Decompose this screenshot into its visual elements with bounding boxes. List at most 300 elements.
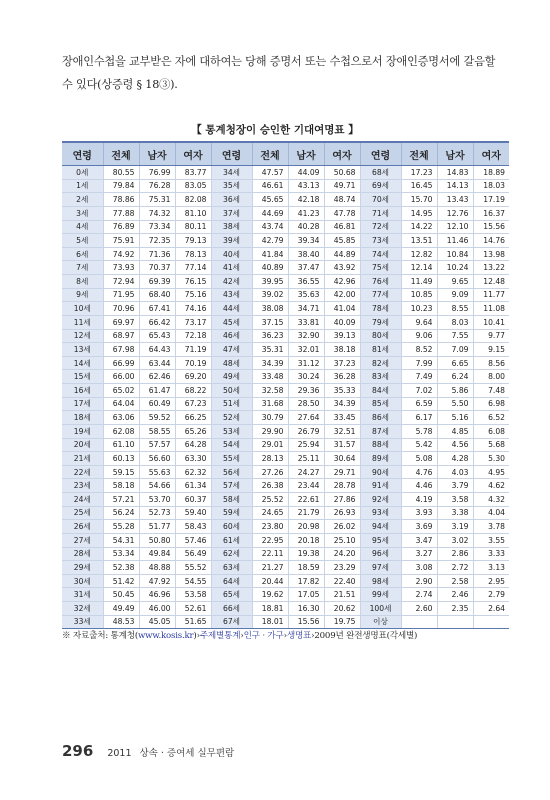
table-row xyxy=(62,479,509,493)
value-cell: 34.39 xyxy=(324,397,360,411)
value-cell: 66.00 xyxy=(103,370,139,384)
value-cell: 12.14 xyxy=(401,261,437,275)
value-cell: 28.50 xyxy=(288,397,324,411)
source-site-link[interactable]: www.kosis.kr xyxy=(138,631,194,641)
value-cell xyxy=(437,615,473,629)
age-cell: 48세 xyxy=(211,356,252,370)
table-row xyxy=(62,247,509,261)
value-cell: 42.00 xyxy=(324,288,360,302)
value-cell: 6.08 xyxy=(473,424,509,438)
table-row xyxy=(62,288,509,302)
value-cell: 59.40 xyxy=(175,506,211,520)
value-cell: 65.43 xyxy=(139,329,175,343)
value-cell: 79.84 xyxy=(103,179,139,193)
age-cell: 79세 xyxy=(360,315,401,329)
value-cell: 5.16 xyxy=(437,411,473,425)
value-cell: 29.71 xyxy=(324,465,360,479)
age-cell: 65세 xyxy=(211,588,252,602)
value-cell: 30.79 xyxy=(252,411,288,425)
age-cell: 40세 xyxy=(211,247,252,261)
age-cell: 24세 xyxy=(62,493,103,507)
value-cell: 3.69 xyxy=(401,520,437,534)
value-cell: 17.82 xyxy=(288,574,324,588)
footer-year: 2011 xyxy=(107,748,132,759)
value-cell: 14.22 xyxy=(401,220,437,234)
value-cell: 7.48 xyxy=(473,384,509,398)
value-cell: 14.76 xyxy=(473,234,509,248)
value-cell: 58.55 xyxy=(139,424,175,438)
value-cell: 37.23 xyxy=(324,356,360,370)
source-path-link[interactable]: 주제별통계 xyxy=(199,631,241,641)
value-cell: 44.69 xyxy=(252,206,288,220)
value-cell: 27.86 xyxy=(324,493,360,507)
value-cell: 18.89 xyxy=(473,166,509,180)
value-cell: 32.51 xyxy=(324,424,360,438)
value-cell: 55.63 xyxy=(139,465,175,479)
age-cell: 35세 xyxy=(211,179,252,193)
value-cell: 54.31 xyxy=(103,533,139,547)
value-cell: 10.85 xyxy=(401,288,437,302)
value-cell: 43.92 xyxy=(324,261,360,275)
age-cell: 56세 xyxy=(211,465,252,479)
age-cell: 17세 xyxy=(62,397,103,411)
value-cell: 16.45 xyxy=(401,179,437,193)
value-cell: 6.24 xyxy=(437,370,473,384)
intro-paragraph: 장애인수첩을 교부받은 자에 대하여는 당해 증명서 또는 수첩으로서 장애인증명서에 갈음할 수 있다(상증령 § 18③). xyxy=(62,55,496,91)
value-cell: 49.71 xyxy=(324,179,360,193)
value-cell: 33.81 xyxy=(288,315,324,329)
value-cell: 70.19 xyxy=(175,356,211,370)
value-cell: 42.18 xyxy=(288,193,324,207)
age-cell: 9세 xyxy=(62,288,103,302)
table-row xyxy=(62,220,509,234)
value-cell: 64.04 xyxy=(103,397,139,411)
value-cell: 23.29 xyxy=(324,561,360,575)
value-cell: 35.33 xyxy=(324,384,360,398)
value-cell: 31.57 xyxy=(324,438,360,452)
value-cell: 36.23 xyxy=(252,329,288,343)
table-row xyxy=(62,343,509,357)
header-cell: 남자 xyxy=(437,142,473,166)
value-cell: 71.36 xyxy=(139,247,175,261)
value-cell: 2.79 xyxy=(473,588,509,602)
value-cell: 18.03 xyxy=(473,179,509,193)
age-cell: 63세 xyxy=(211,561,252,575)
value-cell: 6.65 xyxy=(437,356,473,370)
value-cell: 21.79 xyxy=(288,506,324,520)
value-cell: 46.81 xyxy=(324,220,360,234)
table-row xyxy=(62,533,509,547)
value-cell: 3.47 xyxy=(401,533,437,547)
value-cell: 36.55 xyxy=(288,275,324,289)
age-cell: 50세 xyxy=(211,384,252,398)
value-cell: 30.24 xyxy=(288,370,324,384)
value-cell: 69.39 xyxy=(139,275,175,289)
value-cell: 68.97 xyxy=(103,329,139,343)
value-cell: 18.01 xyxy=(252,615,288,629)
value-cell: 59.52 xyxy=(139,411,175,425)
age-cell: 52세 xyxy=(211,411,252,425)
value-cell: 3.13 xyxy=(473,561,509,575)
value-cell: 57.21 xyxy=(103,493,139,507)
value-cell: 7.55 xyxy=(437,329,473,343)
value-cell: 48.88 xyxy=(139,561,175,575)
value-cell: 18.59 xyxy=(288,561,324,575)
value-cell: 56.24 xyxy=(103,506,139,520)
value-cell: 27.26 xyxy=(252,465,288,479)
value-cell: 23.44 xyxy=(288,479,324,493)
table-row xyxy=(62,465,509,479)
value-cell: 44.09 xyxy=(288,166,324,180)
age-cell: 30세 xyxy=(62,574,103,588)
value-cell: 75.16 xyxy=(175,288,211,302)
value-cell: 8.00 xyxy=(473,370,509,384)
table-row xyxy=(62,588,509,602)
age-cell: 46세 xyxy=(211,329,252,343)
age-cell: 83세 xyxy=(360,370,401,384)
value-cell: 60.13 xyxy=(103,452,139,466)
value-cell: 67.23 xyxy=(175,397,211,411)
age-cell: 11세 xyxy=(62,315,103,329)
value-cell: 67.41 xyxy=(139,302,175,316)
value-cell: 3.78 xyxy=(473,520,509,534)
value-cell: 19.75 xyxy=(324,615,360,629)
source-path-link[interactable]: 인구 · 가구 xyxy=(243,631,284,641)
value-cell: 52.73 xyxy=(139,506,175,520)
value-cell: 41.04 xyxy=(324,302,360,316)
value-cell: 50.45 xyxy=(103,588,139,602)
value-cell: 4.76 xyxy=(401,465,437,479)
value-cell: 82.08 xyxy=(175,193,211,207)
age-cell: 5세 xyxy=(62,234,103,248)
value-cell: 4.56 xyxy=(437,438,473,452)
age-cell: 22세 xyxy=(62,465,103,479)
value-cell: 4.19 xyxy=(401,493,437,507)
value-cell: 39.02 xyxy=(252,288,288,302)
age-cell: 16세 xyxy=(62,384,103,398)
table-row xyxy=(62,370,509,384)
value-cell: 34.39 xyxy=(252,356,288,370)
value-cell: 75.31 xyxy=(139,193,175,207)
value-cell: 9.06 xyxy=(401,329,437,343)
value-cell: 5.08 xyxy=(401,452,437,466)
age-cell: 66세 xyxy=(211,602,252,616)
age-cell: 87세 xyxy=(360,424,401,438)
value-cell: 11.49 xyxy=(401,275,437,289)
value-cell: 5.30 xyxy=(473,452,509,466)
age-cell: 95세 xyxy=(360,533,401,547)
age-cell: 13세 xyxy=(62,343,103,357)
age-cell: 33세 xyxy=(62,615,103,629)
value-cell: 60.49 xyxy=(139,397,175,411)
value-cell: 11.46 xyxy=(437,234,473,248)
value-cell: 6.52 xyxy=(473,411,509,425)
age-cell: 3세 xyxy=(62,206,103,220)
age-cell: 27세 xyxy=(62,533,103,547)
value-cell: 46.61 xyxy=(252,179,288,193)
value-cell: 33.48 xyxy=(252,370,288,384)
value-cell: 13.22 xyxy=(473,261,509,275)
value-cell: 35.31 xyxy=(252,343,288,357)
value-cell: 26.79 xyxy=(288,424,324,438)
value-cell: 64.28 xyxy=(175,438,211,452)
value-cell: 15.56 xyxy=(288,615,324,629)
value-cell: 50.80 xyxy=(139,533,175,547)
value-cell: 8.03 xyxy=(437,315,473,329)
table-row xyxy=(62,315,509,329)
age-cell: 38세 xyxy=(211,220,252,234)
age-cell: 41세 xyxy=(211,261,252,275)
value-cell: 48.74 xyxy=(324,193,360,207)
table-row xyxy=(62,302,509,316)
value-cell: 74.16 xyxy=(175,302,211,316)
value-cell xyxy=(473,615,509,629)
value-cell: 71.95 xyxy=(103,288,139,302)
value-cell: 83.77 xyxy=(175,166,211,180)
value-cell: 61.10 xyxy=(103,438,139,452)
age-cell: 0세 xyxy=(62,166,103,180)
table-row xyxy=(62,193,509,207)
age-cell: 82세 xyxy=(360,356,401,370)
value-cell: 57.46 xyxy=(175,533,211,547)
value-cell: 56.60 xyxy=(139,452,175,466)
value-cell: 52.61 xyxy=(175,602,211,616)
source-note xyxy=(62,629,522,641)
value-cell: 47.57 xyxy=(252,166,288,180)
value-cell: 76.28 xyxy=(139,179,175,193)
value-cell: 22.40 xyxy=(324,574,360,588)
value-cell: 63.30 xyxy=(175,452,211,466)
age-cell: 이상 xyxy=(360,615,401,629)
value-cell xyxy=(401,615,437,629)
age-cell: 15세 xyxy=(62,370,103,384)
value-cell: 80.55 xyxy=(103,166,139,180)
value-cell: 2.35 xyxy=(437,602,473,616)
header-cell: 여자 xyxy=(175,142,211,166)
age-cell: 7세 xyxy=(62,261,103,275)
table-row xyxy=(62,179,509,193)
value-cell: 16.30 xyxy=(288,602,324,616)
table-row xyxy=(62,234,509,248)
table-row xyxy=(62,261,509,275)
value-cell: 17.05 xyxy=(288,588,324,602)
source-path-link[interactable]: 생명표 xyxy=(286,631,312,641)
age-cell: 49세 xyxy=(211,370,252,384)
value-cell: 23.80 xyxy=(252,520,288,534)
age-cell: 76세 xyxy=(360,275,401,289)
header-age: 연령 xyxy=(211,142,252,166)
table-row xyxy=(62,506,509,520)
value-cell: 83.05 xyxy=(175,179,211,193)
value-cell: 4.03 xyxy=(437,465,473,479)
value-cell: 14.13 xyxy=(437,179,473,193)
value-cell: 9.77 xyxy=(473,329,509,343)
value-cell: 42.79 xyxy=(252,234,288,248)
value-cell: 7.09 xyxy=(437,343,473,357)
value-cell: 4.46 xyxy=(401,479,437,493)
value-cell: 47.92 xyxy=(139,574,175,588)
value-cell: 43.13 xyxy=(288,179,324,193)
value-cell: 55.28 xyxy=(103,520,139,534)
value-cell: 61.47 xyxy=(139,384,175,398)
header-cell: 전체 xyxy=(401,142,437,166)
age-cell: 98세 xyxy=(360,574,401,588)
value-cell: 17.23 xyxy=(401,166,437,180)
table-row xyxy=(62,452,509,466)
value-cell: 34.71 xyxy=(288,302,324,316)
age-cell: 62세 xyxy=(211,547,252,561)
table-row xyxy=(62,602,509,616)
value-cell: 16.37 xyxy=(473,206,509,220)
value-cell: 73.17 xyxy=(175,315,211,329)
age-cell: 97세 xyxy=(360,561,401,575)
age-cell: 45세 xyxy=(211,315,252,329)
value-cell: 33.45 xyxy=(324,411,360,425)
value-cell: 2.72 xyxy=(437,561,473,575)
age-cell: 94세 xyxy=(360,520,401,534)
value-cell: 3.38 xyxy=(437,506,473,520)
value-cell: 26.38 xyxy=(252,479,288,493)
value-cell: 2.95 xyxy=(473,574,509,588)
value-cell: 13.43 xyxy=(437,193,473,207)
value-cell: 47.78 xyxy=(324,206,360,220)
value-cell: 8.55 xyxy=(437,302,473,316)
value-cell: 57.57 xyxy=(139,438,175,452)
value-cell: 67.98 xyxy=(103,343,139,357)
value-cell: 62.46 xyxy=(139,370,175,384)
value-cell: 11.08 xyxy=(473,302,509,316)
value-cell: 20.98 xyxy=(288,520,324,534)
value-cell: 6.17 xyxy=(401,411,437,425)
value-cell: 27.64 xyxy=(288,411,324,425)
table-body xyxy=(62,166,509,629)
value-cell: 35.63 xyxy=(288,288,324,302)
value-cell: 24.65 xyxy=(252,506,288,520)
age-cell: 51세 xyxy=(211,397,252,411)
value-cell: 43.74 xyxy=(252,220,288,234)
value-cell: 37.15 xyxy=(252,315,288,329)
value-cell: 32.90 xyxy=(288,329,324,343)
age-cell: 68세 xyxy=(360,166,401,180)
value-cell: 36.28 xyxy=(324,370,360,384)
age-cell: 57세 xyxy=(211,479,252,493)
value-cell: 3.58 xyxy=(437,493,473,507)
value-cell: 72.18 xyxy=(175,329,211,343)
value-cell: 4.32 xyxy=(473,493,509,507)
value-cell: 7.02 xyxy=(401,384,437,398)
value-cell: 10.84 xyxy=(437,247,473,261)
age-cell: 77세 xyxy=(360,288,401,302)
value-cell: 19.38 xyxy=(288,547,324,561)
age-cell: 78세 xyxy=(360,302,401,316)
value-cell: 65.02 xyxy=(103,384,139,398)
value-cell: 10.23 xyxy=(401,302,437,316)
age-cell: 61세 xyxy=(211,533,252,547)
age-cell: 42세 xyxy=(211,275,252,289)
value-cell: 45.65 xyxy=(252,193,288,207)
value-cell: 70.37 xyxy=(139,261,175,275)
value-cell: 61.34 xyxy=(175,479,211,493)
table-row xyxy=(62,397,509,411)
value-cell: 49.84 xyxy=(139,547,175,561)
age-cell: 88세 xyxy=(360,438,401,452)
source-sep: › xyxy=(240,631,244,641)
value-cell: 53.70 xyxy=(139,493,175,507)
age-cell: 25세 xyxy=(62,506,103,520)
value-cell: 9.09 xyxy=(437,288,473,302)
value-cell: 39.34 xyxy=(288,234,324,248)
value-cell: 10.24 xyxy=(437,261,473,275)
table-header-row xyxy=(62,142,509,166)
value-cell: 65.26 xyxy=(175,424,211,438)
value-cell: 40.09 xyxy=(324,315,360,329)
value-cell: 9.65 xyxy=(437,275,473,289)
age-cell: 14세 xyxy=(62,356,103,370)
value-cell: 38.18 xyxy=(324,343,360,357)
age-cell: 36세 xyxy=(211,193,252,207)
value-cell: 8.52 xyxy=(401,343,437,357)
value-cell: 7.49 xyxy=(401,370,437,384)
age-cell: 90세 xyxy=(360,465,401,479)
age-cell: 84세 xyxy=(360,384,401,398)
value-cell: 71.19 xyxy=(175,343,211,357)
value-cell: 10.41 xyxy=(473,315,509,329)
age-cell: 37세 xyxy=(211,206,252,220)
page-number: 296 xyxy=(62,742,94,760)
value-cell: 46.96 xyxy=(139,588,175,602)
header-cell: 남자 xyxy=(288,142,324,166)
age-cell: 29세 xyxy=(62,561,103,575)
table-row xyxy=(62,438,509,452)
value-cell: 54.55 xyxy=(175,574,211,588)
age-cell: 44세 xyxy=(211,302,252,316)
value-cell: 45.85 xyxy=(324,234,360,248)
value-cell: 21.27 xyxy=(252,561,288,575)
value-cell: 72.94 xyxy=(103,275,139,289)
value-cell: 78.13 xyxy=(175,247,211,261)
table-caption: 【 통계청장이 승인한 기대여명표 】 xyxy=(191,124,359,136)
value-cell: 5.50 xyxy=(437,397,473,411)
value-cell: 51.65 xyxy=(175,615,211,629)
life-expectancy-table xyxy=(62,141,509,629)
value-cell: 39.95 xyxy=(252,275,288,289)
value-cell: 15.70 xyxy=(401,193,437,207)
value-cell: 18.81 xyxy=(252,602,288,616)
table-row xyxy=(62,561,509,575)
value-cell: 76.99 xyxy=(139,166,175,180)
value-cell: 73.34 xyxy=(139,220,175,234)
age-cell: 20세 xyxy=(62,438,103,452)
value-cell: 4.28 xyxy=(437,452,473,466)
header-cell: 여자 xyxy=(473,142,509,166)
age-cell: 75세 xyxy=(360,261,401,275)
value-cell: 30.64 xyxy=(324,452,360,466)
value-cell: 66.42 xyxy=(139,315,175,329)
age-cell: 55세 xyxy=(211,452,252,466)
age-cell: 85세 xyxy=(360,397,401,411)
value-cell: 14.95 xyxy=(401,206,437,220)
value-cell: 3.02 xyxy=(437,533,473,547)
value-cell: 14.83 xyxy=(437,166,473,180)
source-suffix: ›2009년 완전생명표(각세별) xyxy=(311,631,418,641)
value-cell: 77.88 xyxy=(103,206,139,220)
value-cell: 53.34 xyxy=(103,547,139,561)
table-row xyxy=(62,166,509,180)
value-cell: 48.53 xyxy=(103,615,139,629)
age-cell: 43세 xyxy=(211,288,252,302)
header-cell: 전체 xyxy=(103,142,139,166)
value-cell: 38.08 xyxy=(252,302,288,316)
